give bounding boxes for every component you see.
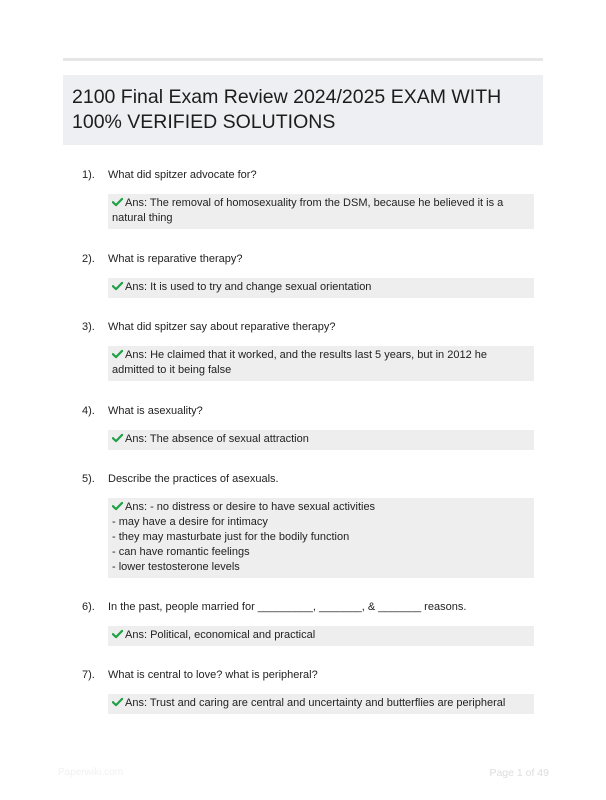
question-number: 6). [82, 601, 95, 613]
answer-text: Ans: - no distress or desire to have sexual activities [125, 501, 376, 513]
answer-text: Ans: Political, economical and practical [125, 629, 316, 641]
answer-text: Ans: The absence of sexual attraction [125, 433, 309, 445]
document-title: 2100 Final Exam Review 2024/2025 EXAM WITH 100% VERIFIED SOLUTIONS [72, 86, 502, 133]
page-number: Page 1 of 49 [489, 767, 549, 779]
question-text: What is reparative therapy? [108, 253, 243, 265]
check-icon [112, 697, 123, 707]
question-text: Describe the practices of asexuals. [108, 473, 279, 485]
check-icon [112, 281, 123, 291]
check-icon [112, 197, 123, 207]
answer-box [108, 626, 534, 646]
check-icon [112, 629, 123, 639]
check-icon [112, 501, 123, 511]
question-text: In the past, people married for _________, _______, & _______ reasons. [108, 601, 467, 613]
answer-line: - can have romantic feelings [112, 546, 250, 558]
check-icon [112, 349, 123, 359]
question-number: 3). [82, 321, 95, 333]
top-divider [63, 58, 543, 61]
answer-line: - lower testosterone levels [112, 561, 240, 573]
check-icon [112, 433, 123, 443]
answer-line: - they may masturbate just for the bodily function [112, 531, 350, 543]
footer-watermark: Paperwiki.com [58, 767, 124, 778]
answer-box [108, 346, 534, 381]
answer-text: Ans: The removal of homosexuality from the DSM, because he believed it is a natural thing [112, 197, 504, 224]
answer-text: Ans: Trust and caring are central and uncertainty and butterflies are peripheral [125, 697, 506, 709]
answer-box [108, 498, 534, 578]
question-number: 2). [82, 253, 95, 265]
answer-line: - may have a desire for intimacy [112, 516, 268, 528]
question-text: What is central to love? what is peripheral? [108, 669, 318, 681]
question-number: 4). [82, 405, 95, 417]
question-text: What is asexuality? [108, 405, 203, 417]
title-banner [63, 75, 543, 145]
answer-box [108, 194, 534, 229]
answer-line [112, 500, 530, 515]
question-number: 1). [82, 169, 95, 181]
answer-box [108, 694, 534, 714]
question-number: 5). [82, 473, 95, 485]
answer-text: Ans: He claimed that it worked, and the results last 5 years, but in 2012 he admitted to it being false [112, 349, 487, 376]
question-number: 7). [82, 669, 95, 681]
answer-text: Ans: It is used to try and change sexual orientation [125, 281, 372, 293]
question-text: What did spitzer say about reparative therapy? [108, 321, 336, 333]
answer-box [108, 430, 534, 450]
answer-box [108, 278, 534, 298]
question-text: What did spitzer advocate for? [108, 169, 257, 181]
